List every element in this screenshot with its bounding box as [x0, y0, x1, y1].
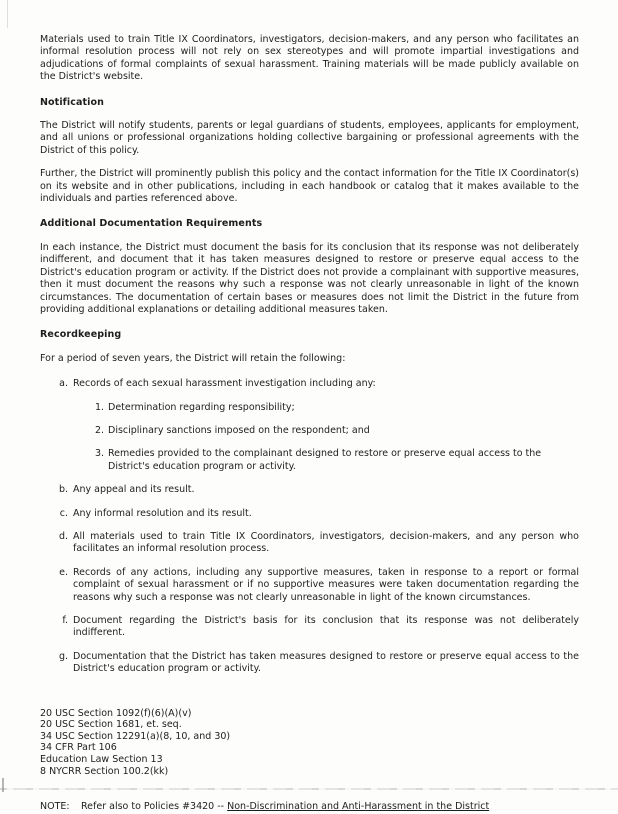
list-item-text: All materials used to train Title IX Coordinators, investigators, decision-makers, and any person who facilitates an informal resolution process.	[73, 530, 579, 555]
paragraph-publish: Further, the District will prominently publish this policy and the contact information for the Title IX Coordinator(s) on its website and in other publications, including in each handbook or catalog that it makes available to the individuals and parties referenced above.	[40, 168, 579, 205]
paragraph-training-materials: Materials used to train Title IX Coordinators, investigators, decision-makers, and any person who facilitates an informal resolution process will not rely on sex stereotypes and will promote impartial investigations and adjudications of formal complaints of sexual harassment. Training materials will be made publicly available on the District's website.	[40, 34, 579, 83]
citation-line: 20 USC Section 1092(f)(6)(A)(v)	[40, 707, 192, 719]
paragraph-notify: The District will notify students, parents or legal guardians of students, employees, applicants for employment, and all unions or professional organizations holding collective bargaining or professional agreements with the District of this policy.	[40, 120, 579, 156]
scan-artifact-bottom-line	[0, 788, 618, 790]
list-marker: d.	[58, 530, 68, 542]
list-item-text: Documentation that the District has taken measures designed to restore or preserve equal access to the District's education program or activity.	[73, 650, 579, 675]
sub-list-marker: 1.	[95, 401, 105, 413]
note-label: NOTE:	[40, 801, 70, 813]
section-heading-recordkeeping: Recordkeeping	[40, 329, 122, 341]
paragraph-retention-intro: For a period of seven years, the District will retain the following:	[40, 352, 346, 364]
note-text	[81, 801, 579, 813]
list-marker: a.	[59, 378, 68, 390]
note-prefix: Refer also to Policies #3420 --	[81, 801, 228, 813]
legal-citations	[40, 708, 579, 778]
list-item-e	[40, 567, 579, 604]
list-item-text-inline: Records of each sexual harassment investigation including any:	[73, 378, 376, 390]
sub-list-item-text: Disciplinary sanctions imposed on the respondent; and	[108, 424, 370, 436]
list-item-text: Any informal resolution and its result.	[73, 507, 252, 519]
scan-artifact-left-edge	[7, 0, 8, 28]
citation-line: 20 USC Section 1681, et. seq.	[40, 719, 182, 731]
sub-list-item-2	[95, 425, 579, 437]
list-marker: c.	[59, 507, 68, 519]
sub-list-item-text: Determination regarding responsibility;	[108, 401, 295, 413]
list-item-f	[40, 615, 579, 640]
list-marker: b.	[58, 484, 68, 496]
policy-link[interactable]: Non-Discrimination and Anti-Harassment in the District	[227, 801, 490, 813]
list-item-text: Any appeal and its result.	[73, 484, 195, 496]
recordkeeping-list	[40, 378, 579, 676]
list-item-d	[40, 531, 579, 556]
sub-list-marker: 3.	[95, 448, 105, 460]
list-marker: e.	[59, 566, 68, 578]
sub-list-item-1	[95, 402, 579, 414]
sub-list-item-text: Remedies provided to the complainant designed to restore or preserve equal access to the District's education program or activity.	[108, 448, 542, 472]
sub-list	[73, 402, 579, 474]
list-item-text: Records of any actions, including any supportive measures, taken in response to a report or formal complaint of sexual harassment or if no supportive measures were taken documentation regarding the reasons why such a response was not clearly unreasonable in light of the known circumstances.	[73, 566, 579, 603]
paragraph-documentation: In each instance, the District must document the basis for its conclusion that its response was not deliberately indifferent, and document that it has taken measures designed to restore or preserve equal access to the District's education program or activity. If the District does not provide a complainant with supportive measures, then it must document the reasons why such a response was not clearly unreasonable in light of the known circumstances. The documentation of certain bases or measures does not limit the District in the future from providing additional explanations or detailing additional measures taken.	[40, 241, 579, 315]
list-item-c	[40, 508, 579, 520]
sub-list-item-3	[95, 448, 579, 473]
citation-line: 34 CFR Part 106	[40, 742, 117, 754]
section-heading-notification: Notification	[40, 96, 104, 108]
list-item-g	[40, 651, 579, 676]
section-heading-additional-documentation: Additional Documentation Requirements	[40, 218, 263, 230]
note-row	[40, 801, 579, 813]
list-marker: f.	[62, 615, 68, 626]
list-marker: g.	[58, 650, 68, 662]
citation-line: 34 USC Section 12291(a)(8, 10, and 30)	[40, 730, 231, 742]
list-item-text: Document regarding the District's basis for its conclusion that its response was not deliberately indifferent.	[73, 615, 579, 639]
list-item-text	[73, 378, 579, 473]
citation-line: Education Law Section 13	[40, 754, 163, 765]
sub-list-marker: 2.	[95, 424, 105, 436]
list-item-b	[40, 484, 579, 496]
list-item-a	[40, 378, 579, 473]
citation-line: 8 NYCRR Section 100.2(kk)	[40, 765, 169, 777]
